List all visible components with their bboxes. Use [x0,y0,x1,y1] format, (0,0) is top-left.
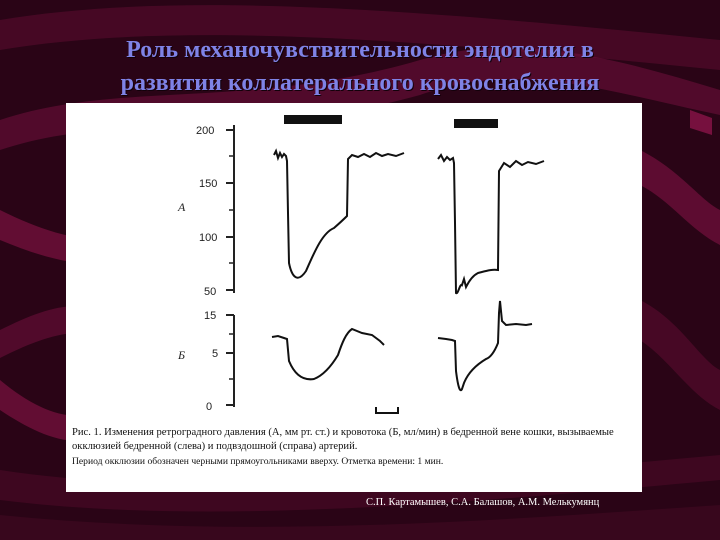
caption-main: Рис. 1. Изменения ретроградного давления (А, мм рт. ст.) и кровотока (Б, мл/мин) в бедренной вене кошки, вызываемые окклюзией бедренной (слева) и подвздошной (справа) артерий. [72,427,614,452]
occlusion-marker-left [284,115,342,124]
panel-b-label: Б [178,348,186,362]
panel-a-label: А [178,200,186,214]
panel-b-tick-label: 0 [206,401,213,413]
panel-b-tick-label: 15 [204,310,217,322]
pressure-trace-right [438,155,544,293]
panel-a-tick-label: 50 [204,286,217,298]
panel-a-tick-label: 150 [199,178,218,190]
slide-title-line-1: Роль механочувствительности эндотелия в [126,37,594,63]
flow-trace-left [272,329,384,379]
pressure-trace-left [274,151,404,278]
panel-a-tick-label: 200 [196,125,215,137]
panel-b-tick-label: 5 [212,348,219,360]
slide-title-line-2: развитии коллатерального кровоснабжения [120,70,600,96]
slide-title [0,34,720,100]
occlusion-marker-right [454,119,498,128]
figure-caption [72,426,638,469]
authors-credit: С.П. Картамышев, С.А. Балашов, А.М. Мелькумянц [366,497,600,508]
caption-note: Период окклюзии обозначен черными прямоугольниками вверху. Отметка времени: 1 мин. [72,456,444,467]
time-mark [376,407,398,413]
flow-trace-right [438,301,532,390]
panel-a-tick-label: 100 [199,232,218,244]
figure-image [66,103,642,492]
